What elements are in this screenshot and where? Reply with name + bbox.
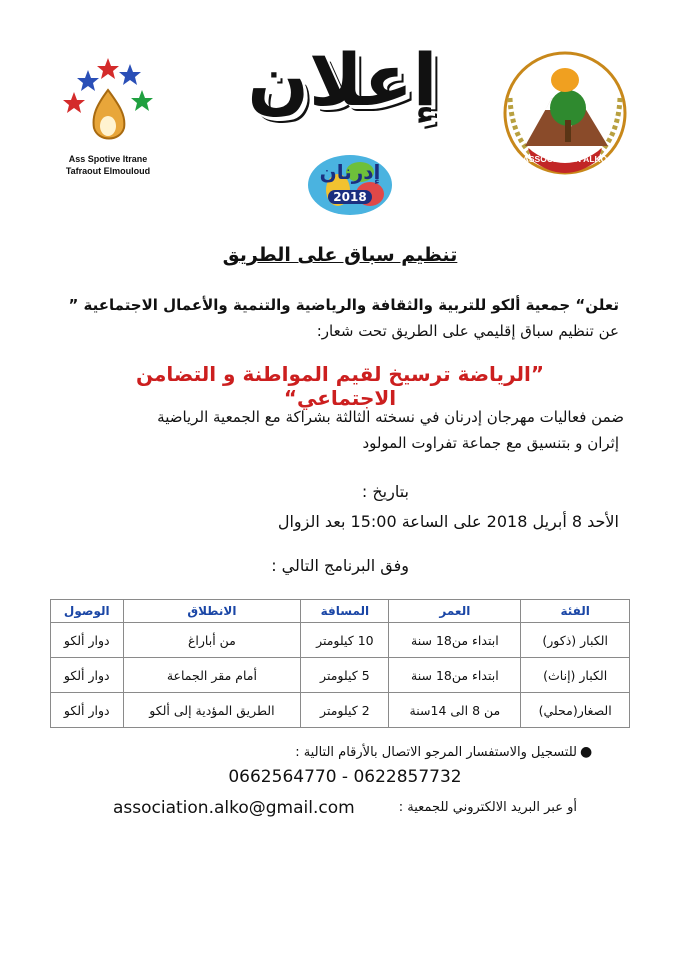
right-logo-ribbon-text: ASSOCIATION ALKO [522,154,608,164]
cell-age: من 8 الى 14سنة [389,693,521,728]
table-header-row [51,600,630,623]
intro-line-2: عن تنظيم سباق إقليمي على الطريق تحت شعار: [316,322,619,340]
cell-category: الكبار (إناث) [521,658,630,693]
cell-finish: دوار ألكو [51,623,124,658]
header-distance: المسافة [301,600,389,623]
headline-announcement [205,30,480,130]
email-label: أو عبر البريد الالكتروني للجمعية : [398,800,577,815]
context-line-2: إثران و بتنسيق مع جماعة تفراوت المولود [362,434,619,452]
cell-category: الصغار(محلي) [521,693,630,728]
left-logo-line2: Tafraout Elmouloud [65,166,151,176]
cell-category: الكبار (ذكور) [521,623,630,658]
cell-distance: 10 كيلومتر [301,623,389,658]
contact-line: للتسجيل والاستفسار المرجو الاتصال بالأرقام التالية : [295,745,577,760]
festival-name: إدرنان [319,160,381,184]
festival-logo [300,150,400,220]
cell-age: ابتداء من18 سنة [389,623,521,658]
program-label: وفق البرنامج التالي : [271,556,409,575]
header-start: الانطلاق [123,600,301,623]
association-alko-logo [490,38,640,188]
table-row [51,693,630,728]
header-category: الفئة [521,600,630,623]
intro-line-1: تعلن“ جمعية ألكو للتربية والثقافة والرياضية والتنمية والأعمال الاجتماعية ” [68,296,619,314]
email-address[interactable]: association.alko@gmail.com [113,798,355,818]
cell-distance: 5 كيلومتر [301,658,389,693]
headline-text: إعلان [247,38,438,122]
cell-start: أمام مقر الجماعة [123,658,301,693]
cell-finish: دوار ألكو [51,658,124,693]
left-logo-line1: Ass Spotive Itrane [68,154,148,164]
festival-year: 2018 [328,190,372,204]
cell-start: من أباراغ [123,623,301,658]
sports-association-logo [58,50,178,190]
table-row [51,623,630,658]
cell-age: ابتداء من18 سنة [389,658,521,693]
bullet-icon: ● [580,744,593,760]
phone-numbers: 0662564770 - 0622857732 [228,767,462,787]
context-line-1: ضمن فعاليات مهرجان إدرنان في نسخته الثالثة بشراكة مع الجمعية الرياضية [157,408,624,426]
program-table [50,599,630,728]
header-age: العمر [389,600,521,623]
page-title: تنظيم سباق على الطريق [222,244,458,266]
header-finish: الوصول [51,600,124,623]
cell-distance: 2 كيلومتر [301,693,389,728]
cell-start: الطريق المؤدية إلى ألكو [123,693,301,728]
table-row [51,658,630,693]
slogan: ”الرياضة ترسيخ لقيم المواطنة و التضامن الاجتماعي“ [135,362,545,410]
date-value: الأحد 8 أبريل 2018 على الساعة 15:00 بعد الزوال [277,512,619,531]
cell-finish: دوار ألكو [51,693,124,728]
date-label: بتاريخ : [361,482,409,501]
